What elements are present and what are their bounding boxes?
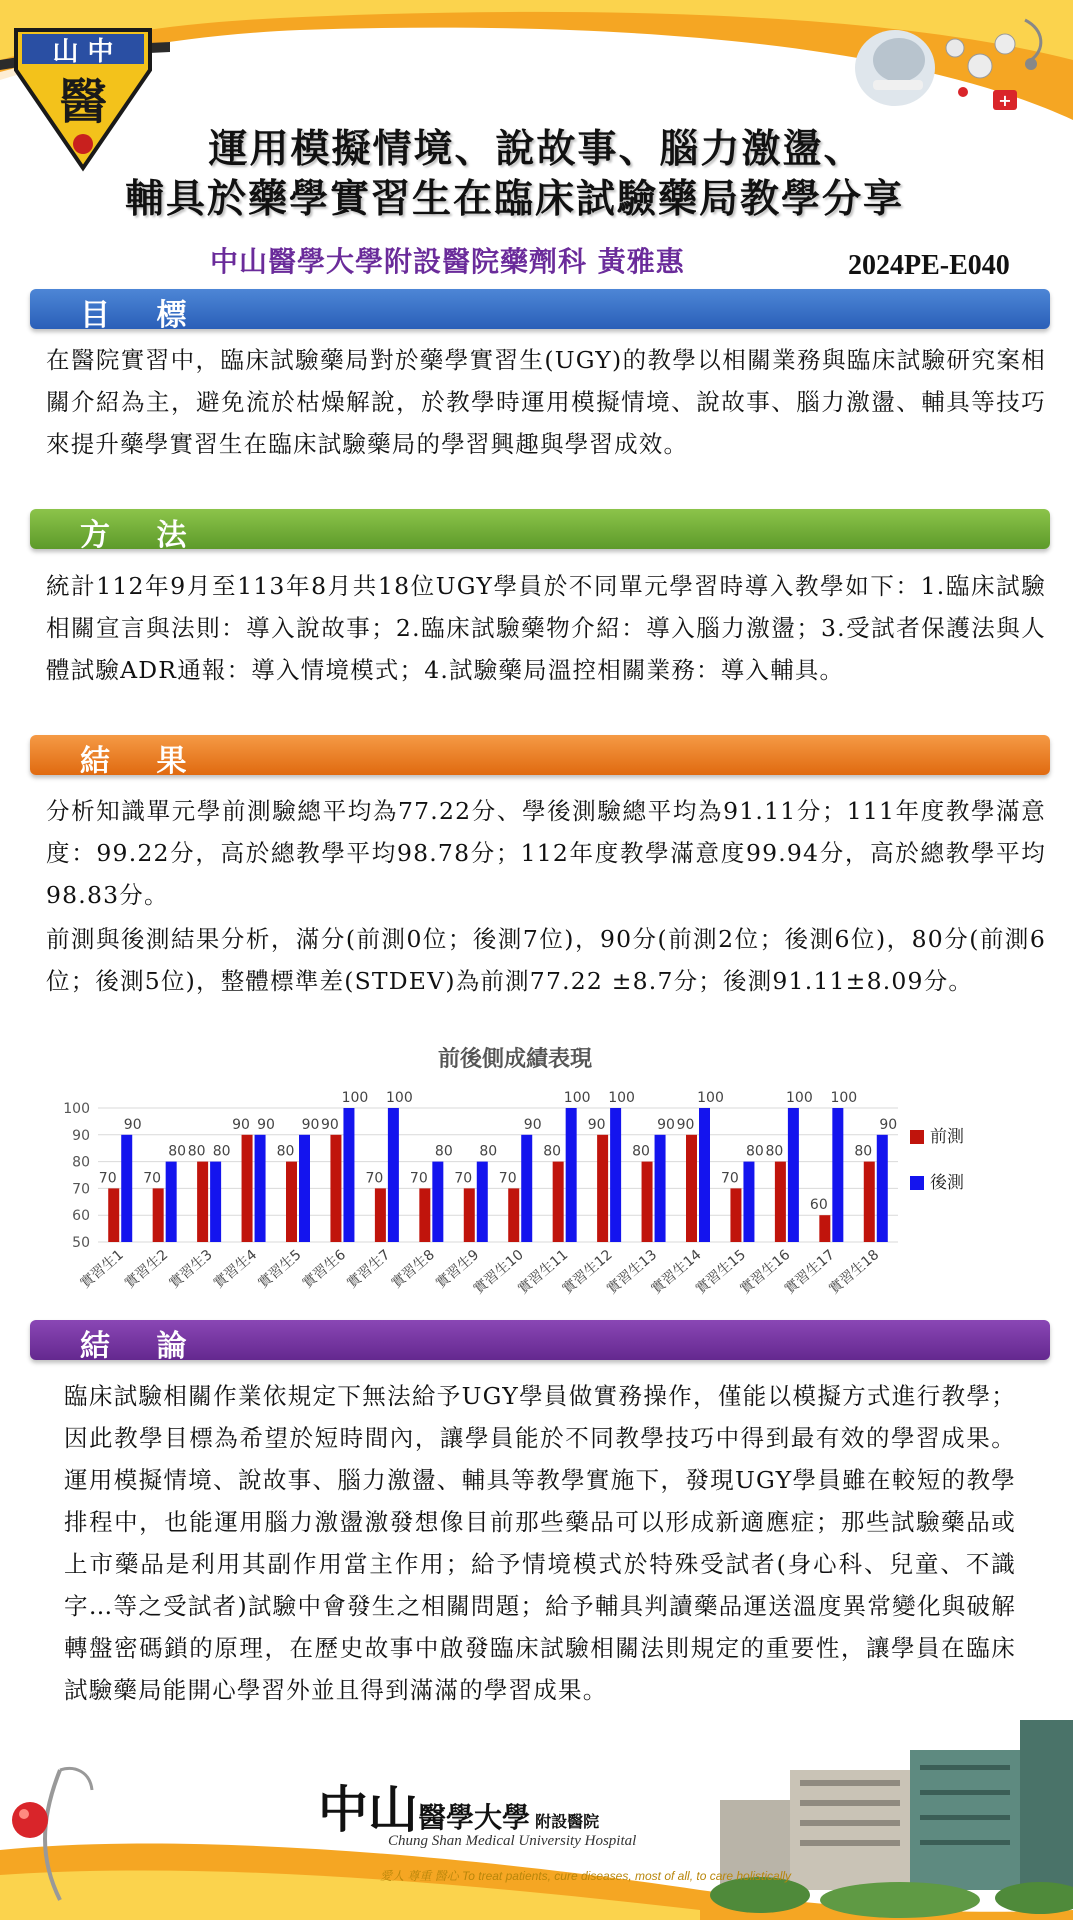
data-label: 100 [341, 1090, 369, 1106]
data-label: 90 [657, 1116, 675, 1133]
medical-equipment-image [855, 10, 1065, 120]
bar-post [521, 1135, 532, 1242]
data-label: 70 [721, 1170, 739, 1187]
y-tick-label: 90 [72, 1127, 90, 1144]
data-label: 80 [479, 1143, 498, 1160]
x-tick-label: 實習生5 [255, 1246, 305, 1292]
svg-text:山 中: 山 中 [52, 37, 114, 67]
footer-slogan [380, 1867, 791, 1884]
bar-pre [508, 1188, 519, 1242]
bar-post [299, 1135, 310, 1242]
section-bar-result [30, 735, 1050, 779]
data-label: 90 [321, 1116, 339, 1133]
bar-post [566, 1108, 577, 1242]
x-tick-label: 實習生7 [344, 1246, 394, 1292]
legend-swatch [910, 1176, 924, 1190]
data-label: 80 [543, 1143, 562, 1160]
x-tick-label: 實習生17 [781, 1246, 838, 1298]
bar-pre [330, 1135, 341, 1242]
bar-post [788, 1108, 799, 1242]
footer-english-name: Chung Shan Medical University Hospital [388, 1833, 637, 1849]
bar-post [832, 1108, 843, 1242]
bar-pre [775, 1162, 786, 1242]
data-label: 100 [697, 1090, 724, 1106]
data-label: 80 [765, 1143, 784, 1160]
bar-pre [642, 1162, 653, 1242]
legend-label: 前測 [930, 1127, 964, 1147]
data-label: 100 [563, 1090, 591, 1106]
svg-text:醫: 醫 [58, 74, 108, 130]
data-label: 100 [786, 1090, 813, 1106]
data-label: 80 [854, 1143, 873, 1160]
data-label: 90 [123, 1116, 142, 1133]
poster-id: 2024PE-E040 [848, 250, 1010, 281]
bar-pre [419, 1188, 430, 1242]
x-tick-label: 實習生12 [559, 1246, 616, 1298]
bar-pre [108, 1188, 119, 1242]
bar-pre [553, 1162, 564, 1242]
y-tick-label: 100 [63, 1101, 90, 1117]
bar-pre [286, 1162, 297, 1242]
section-title-goal: 目 標 [80, 298, 205, 333]
data-label: 100 [386, 1090, 413, 1106]
data-label: 70 [143, 1170, 162, 1187]
bar-post [743, 1162, 754, 1242]
bar-post [432, 1162, 443, 1242]
data-label: 90 [879, 1116, 898, 1133]
section-bar-goal [30, 289, 1050, 333]
bar-pre [864, 1162, 875, 1242]
x-tick-label: 實習生3 [166, 1246, 216, 1292]
bar-post [343, 1108, 354, 1242]
bar-post [210, 1162, 221, 1242]
bar-pre [464, 1188, 475, 1242]
section-bar-conclusion [30, 1320, 1050, 1364]
bar-pre [153, 1188, 164, 1242]
data-label: 100 [608, 1090, 635, 1106]
result-text-2: 前測與後測結果分析，滿分(前測0位；後測7位)，90分(前測2位；後測6位)，80分(前測6位；後測5位)，整體標準差(STDEV)為前測77.22 ±8.7分；後測91.11±8.09分。 [46, 925, 1046, 995]
x-tick-label: 實習生11 [515, 1246, 572, 1298]
data-label: 90 [232, 1116, 250, 1133]
x-tick-label: 實習生14 [648, 1246, 705, 1298]
bar-post [255, 1135, 266, 1242]
y-tick-label: 70 [72, 1181, 90, 1198]
x-tick-label: 實習生8 [388, 1246, 438, 1292]
bar-post [477, 1162, 488, 1242]
result-text-1: 分析知識單元學前測驗總平均為77.22分、學後測驗總平均為91.11分；111年度教學滿意度：99.22分，高於總教學平均98.78分；112年度教學滿意度99.94分，高於總教學平均98.83分。 [46, 797, 1046, 909]
bar-pre [242, 1135, 253, 1242]
data-label: 80 [212, 1143, 231, 1160]
data-label: 80 [187, 1143, 206, 1160]
section-title-conclusion: 結 論 [80, 1329, 205, 1364]
legend-swatch [910, 1130, 924, 1144]
data-label: 70 [498, 1170, 517, 1187]
bar-post [121, 1135, 132, 1242]
bar-post [388, 1108, 399, 1242]
data-label: 80 [434, 1143, 453, 1160]
poster-title-line-1: 運用模擬情境、說故事、腦力激盪、 [208, 126, 865, 172]
bar-pre [597, 1135, 608, 1242]
x-tick-label: 實習生15 [692, 1246, 750, 1298]
data-label: 90 [301, 1116, 320, 1133]
svg-text:+: + [998, 91, 1012, 110]
x-tick-label: 實習生1 [77, 1246, 127, 1292]
bar-pre [730, 1188, 741, 1242]
poster-title-line-2: 輔具於藥學實習生在臨床試驗藥局教學分享 [124, 176, 904, 222]
x-tick-label: 實習生4 [210, 1246, 261, 1292]
score-bar-chart [50, 1038, 1050, 1318]
section-bar-method [30, 509, 1050, 553]
data-label: 80 [632, 1143, 650, 1160]
data-label: 80 [168, 1143, 187, 1160]
bar-post [699, 1108, 710, 1242]
data-label: 90 [676, 1116, 695, 1133]
bar-pre [375, 1188, 386, 1242]
footer-slogan-cn: 愛人 尊重 醫心 [380, 1869, 459, 1883]
x-tick-label: 實習生10 [470, 1246, 527, 1298]
bar-pre [197, 1162, 208, 1242]
x-tick-label: 實習生18 [826, 1246, 883, 1298]
data-label: 70 [365, 1170, 384, 1187]
data-label: 60 [809, 1197, 828, 1214]
footer-hospital-logo [318, 1770, 599, 1842]
data-label: 70 [409, 1170, 428, 1187]
data-label: 90 [587, 1116, 606, 1133]
data-label: 80 [276, 1143, 295, 1160]
bar-post [655, 1135, 666, 1242]
footer-slogan-en: To treat patients, cure diseases, most of all, to care holistically [462, 1869, 792, 1883]
data-label: 70 [98, 1170, 117, 1187]
x-tick-label: 實習生13 [604, 1246, 661, 1298]
goal-text: 在醫院實習中，臨床試驗藥局對於藥學實習生(UGY)的教學以相關業務與臨床試驗研究案相關介紹為主，避免流於枯燥解說，於教學時運用模擬情境、說故事、腦力激盪、輔具等技巧來提升藥學實習生在臨床試驗藥局的學習興趣與學習成效。 [46, 346, 1046, 458]
footer-brand-sub: 附設醫院 [535, 1812, 600, 1831]
data-label: 70 [454, 1170, 473, 1187]
data-label: 90 [257, 1116, 275, 1133]
chart-title: 前後側成績表現 [437, 1047, 593, 1072]
x-tick-label: 實習生6 [299, 1246, 350, 1292]
bar-pre [686, 1135, 697, 1242]
method-text: 統計112年9月至113年8月共18位UGY學員於不同單元學習時導入教學如下：1.臨床試驗相關宣言與法則：導入說故事；2.臨床試驗藥物介紹：導入腦力激盪；3.受試者保護法與人體試驗ADR通報：導入情境模式；4.試驗藥局溫控相關業務：導入輔具。 [46, 572, 1046, 684]
bar-post [166, 1162, 177, 1242]
x-tick-label: 實習生2 [121, 1246, 172, 1292]
y-tick-label: 50 [72, 1235, 90, 1251]
y-tick-label: 80 [72, 1154, 90, 1171]
conclusion-text: 臨床試驗相關作業依規定下無法給予UGY學員做實務操作，僅能以模擬方式進行教學；因此教學目標為希望於短時間內，讓學員能於不同教學技巧中得到最有效的學習成果。運用模擬情境、說故事、腦力激盪、輔具等教學實施下，發現UGY學員雖在較短的教學排程中，也能運用腦力激盪激發想像目前那些藥品可以形成新適應症；那些試驗藥品或上市藥品是利用其副作用當主作用；給予情境模式於特殊受試者(身心科、兒童、不識字…等之受試者)試驗中會發生之相關問題；給予輔具判讀藥品運送溫度異常變化與破解轉盤密碼鎖的原理，在歷史故事中啟發臨床試驗相關法則規定的重要性，讓學員在臨床試驗藥局能開心學習外並且得到滿滿的學習成果。 [64, 1382, 1016, 1704]
bar-post [610, 1108, 621, 1242]
section-title-method: 方 法 [80, 518, 205, 553]
data-label: 80 [746, 1143, 764, 1160]
data-label: 90 [523, 1116, 542, 1133]
x-tick-label: 實習生9 [433, 1246, 483, 1292]
x-tick-label: 實習生16 [737, 1246, 794, 1298]
footer-brand-name: 醫學大學 [418, 1801, 531, 1834]
data-label: 100 [830, 1090, 858, 1106]
bar-pre [819, 1215, 830, 1242]
legend-label: 後測 [930, 1173, 964, 1193]
bar-post [877, 1135, 888, 1242]
section-title-result: 結 果 [80, 744, 205, 779]
y-tick-label: 60 [72, 1208, 90, 1225]
footer-brand-big: 中山 [318, 1780, 418, 1839]
author-affiliation: 中山醫學大學附設醫院藥劑科 黃雅惠 [210, 245, 685, 278]
